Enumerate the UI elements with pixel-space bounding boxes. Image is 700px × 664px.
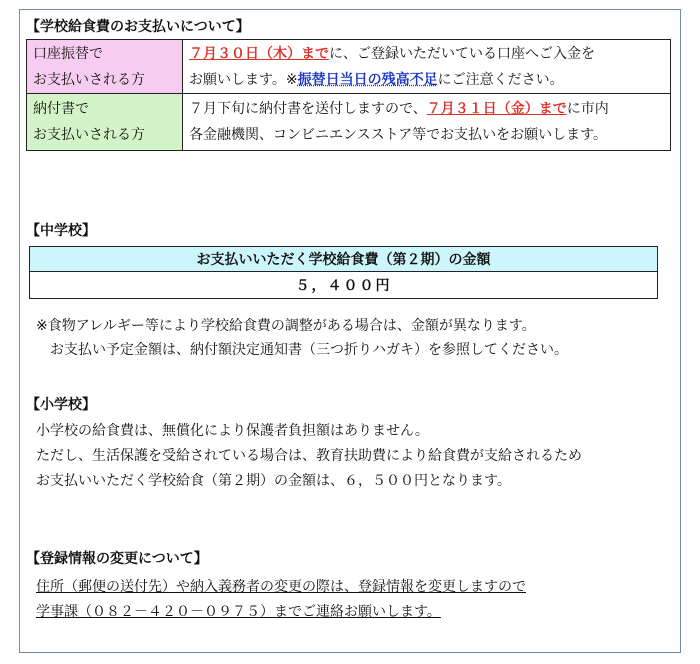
desc-line: 各金融機関、コンビニエンスストア等でお支払いをお願いします。	[189, 127, 608, 143]
label-line: 口座振替で	[33, 45, 103, 62]
reference-note: お支払い予定金額は、納付額決定通知書（三つ折りハガキ）を参照してください。	[50, 342, 568, 358]
allergy-note: ※食物アレルギー等により学校給食費の調整がある場合は、金額が異なります。	[36, 318, 536, 334]
registration-line: 住所（郵便の送付先）や納入義務者の変更の際は、登録情報を変更しますので	[36, 579, 526, 595]
label-line: 納付書で	[33, 101, 89, 117]
table-row	[27, 94, 671, 151]
desc-text: ７月下旬に納付書を送付しますので、	[189, 101, 427, 117]
table-row	[30, 247, 658, 272]
elementary-line: お支払いいただく学校給食（第２期）の金額は、６，５００円となります。	[36, 473, 511, 489]
desc-text: に市内	[566, 101, 609, 117]
registration-heading: 【登録情報の変更について】	[26, 551, 208, 567]
junior-high-heading: 【中学校】	[26, 223, 96, 239]
page-title: 【学校給食費のお支払いについて】	[26, 19, 250, 35]
desc-text: にご注意ください。	[437, 71, 564, 88]
desc-line	[189, 96, 664, 122]
payment-methods-table	[26, 39, 671, 151]
amount-header: お支払いいただく学校給食費（第２期）の金額	[30, 247, 658, 272]
warning-text: 振替日当日の残高不足	[297, 71, 438, 88]
registration-contact-line: 学事課（０８２－４２０－０９７５）までご連絡お願いします。	[36, 604, 441, 620]
elementary-line: ただし、生活保護を受給されている場合は、教育扶助費により給食費が支給されるため	[36, 448, 582, 464]
desc-cell-account-transfer	[183, 40, 671, 94]
table-row	[27, 40, 671, 94]
desc-line	[189, 67, 664, 93]
desc-text: お願いします。※	[189, 71, 298, 88]
amount-value: ５，４００円	[30, 272, 658, 299]
label-cell-payment-slip	[27, 94, 183, 151]
elementary-line: 小学校の給食費は、無償化により保護者負担額はありません。	[36, 423, 429, 439]
deadline-text: ７月３０日（木）まで	[189, 45, 329, 62]
label-cell-account-transfer	[27, 40, 183, 94]
amount-table	[29, 246, 658, 299]
desc-text: に、ご登録いただいている口座へご入金を	[329, 45, 595, 62]
deadline-text: ７月３１日（金）まで	[426, 101, 567, 117]
desc-cell-payment-slip	[183, 94, 671, 151]
label-line: お支払いされる方	[33, 71, 145, 88]
desc-line	[189, 41, 664, 67]
elementary-heading: 【小学校】	[26, 397, 96, 413]
label-line: お支払いされる方	[33, 127, 145, 143]
table-row	[30, 272, 658, 299]
